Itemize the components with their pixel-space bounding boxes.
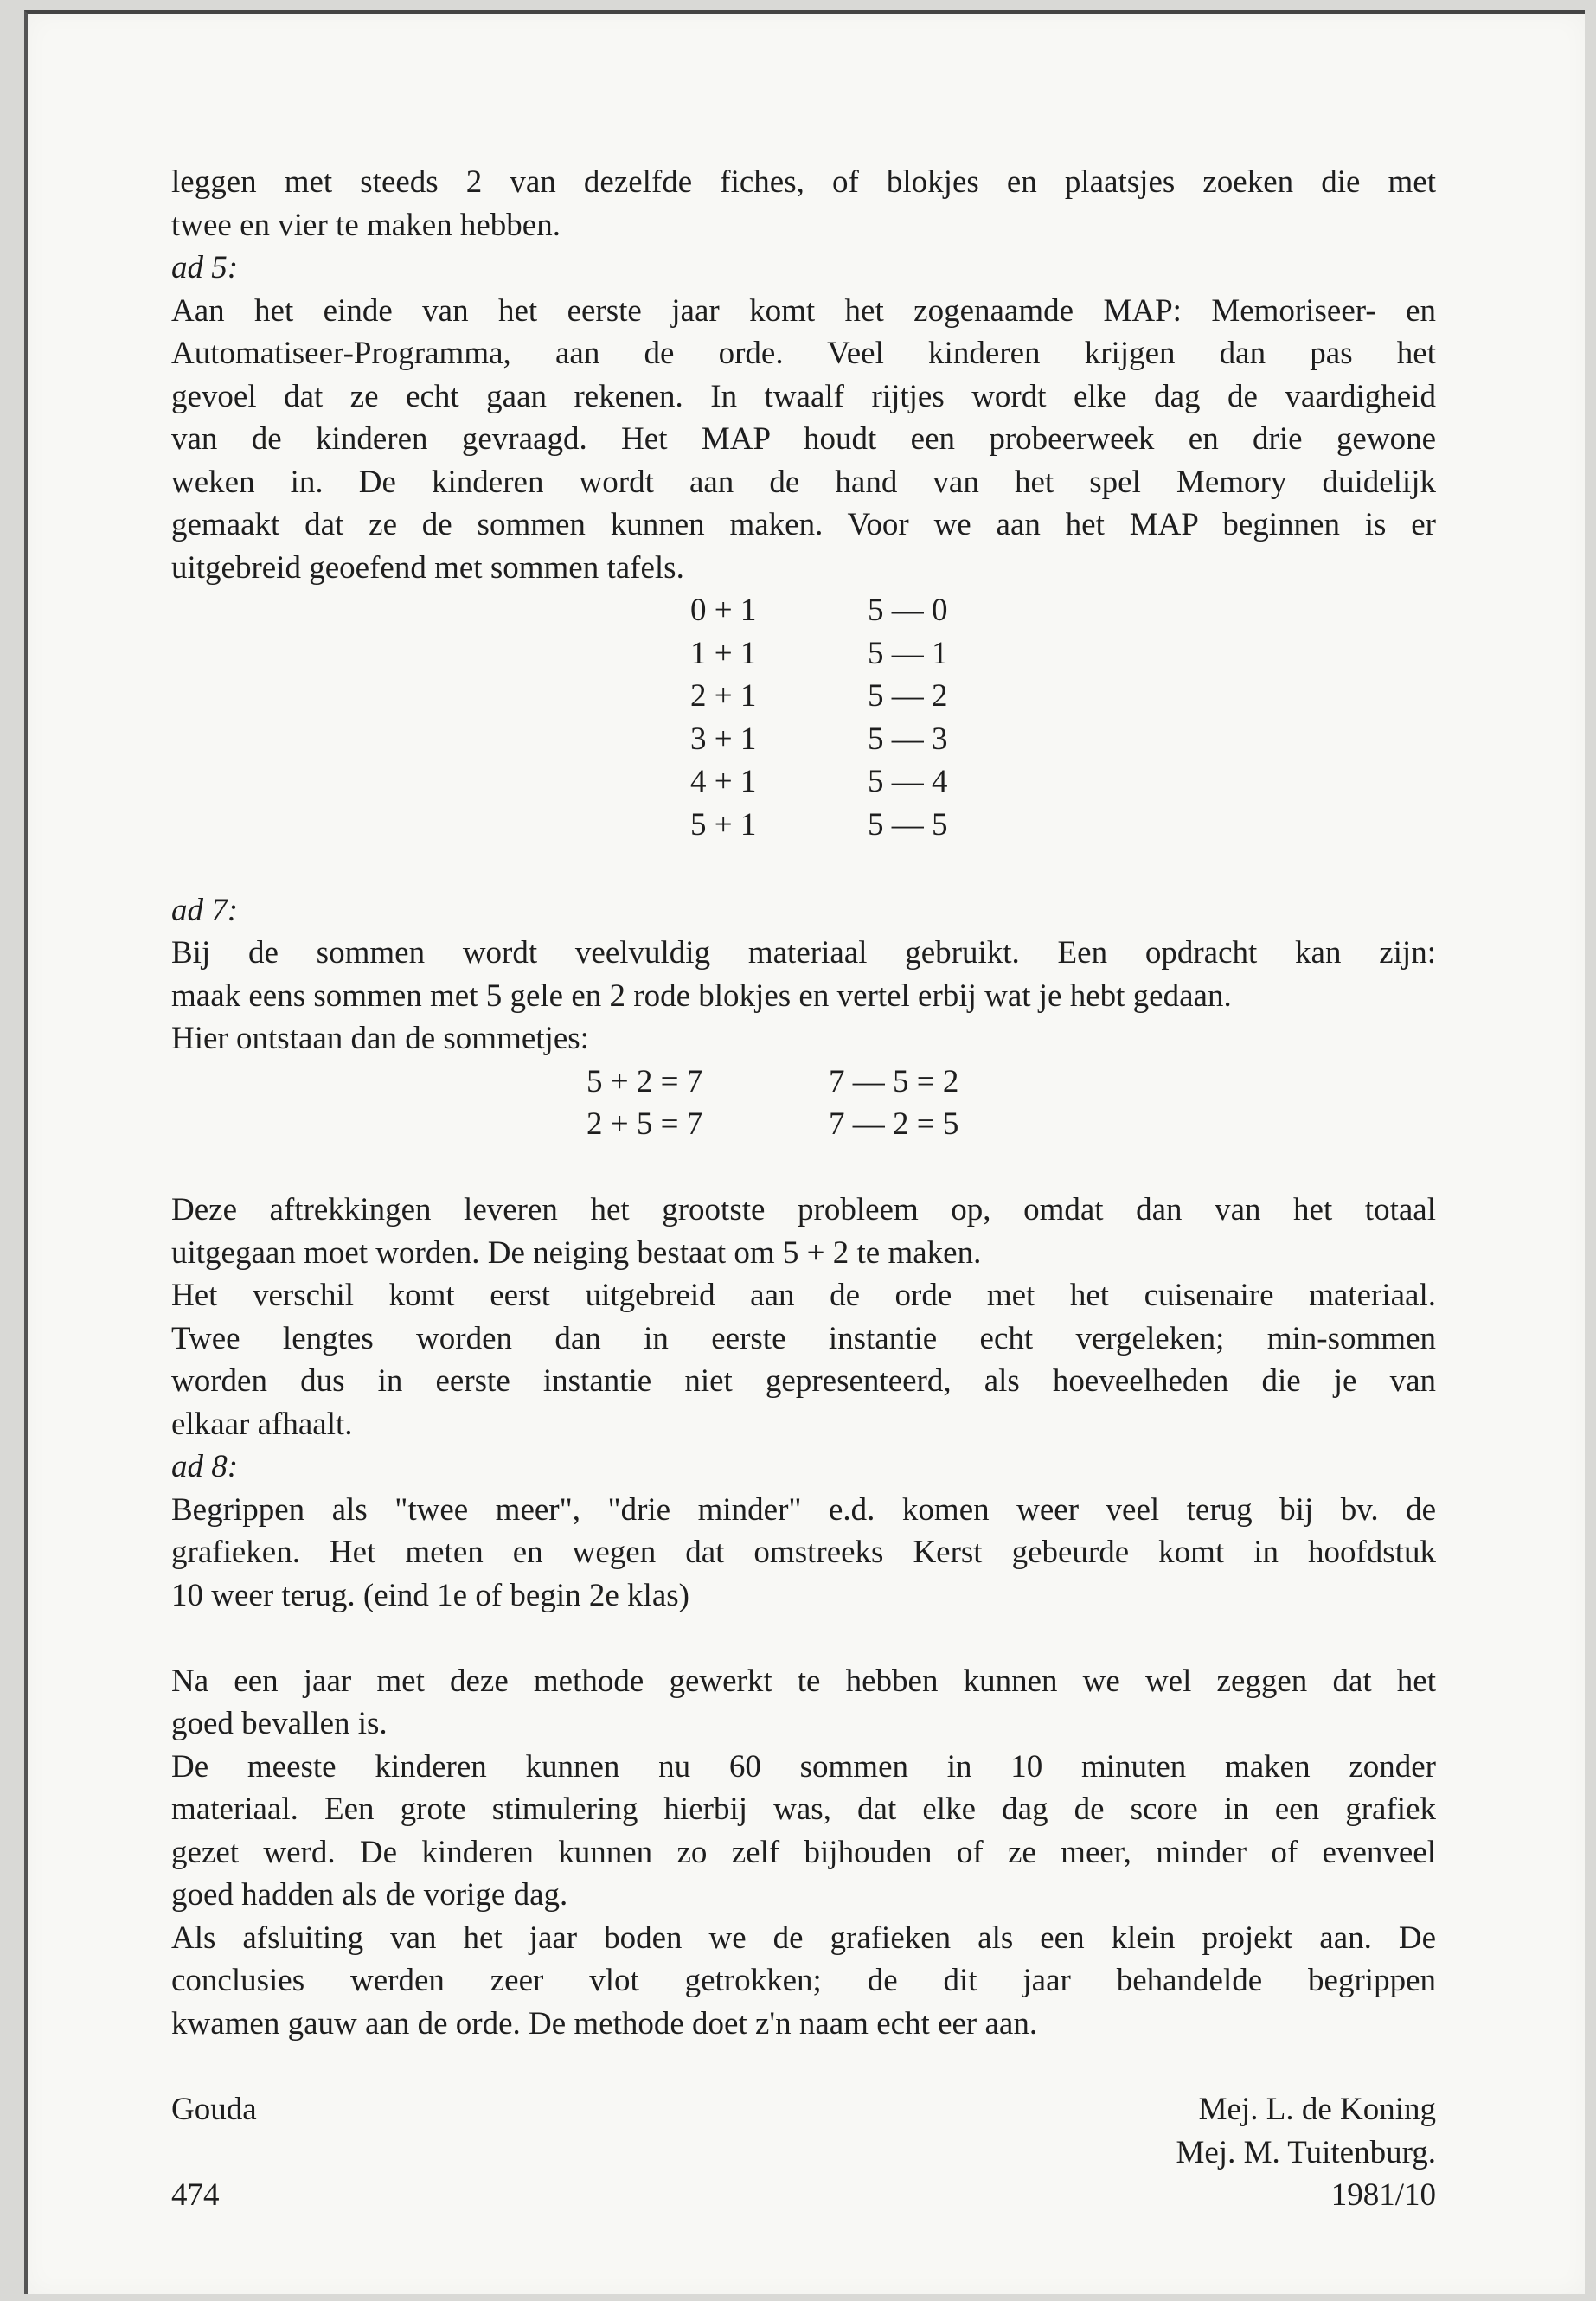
signature-block	[171, 2088, 1436, 2192]
text-line: goed hadden als de vorige dag.	[171, 1877, 568, 1913]
spacer	[171, 1146, 1436, 1189]
sums-table-2	[586, 1061, 1436, 1146]
text-line: gevoel dat ze echt gaan rekenen. In twaalf rijtjes wordt elke dag de vaardigheid	[171, 378, 1436, 414]
ad7-label: ad 7:	[171, 892, 239, 928]
sums-table-1-left	[690, 589, 868, 846]
paragraph-intro	[171, 161, 1436, 247]
text-line: van de kinderen gevraagd. Het MAP houdt een probeerweek en drie gewone	[171, 421, 1436, 457]
signature-names	[1176, 2088, 1436, 2174]
text-line: Begrippen als "twee meer", "drie minder" e.d. komen weer veel terug bij bv. de	[171, 1491, 1436, 1528]
signature-city: Gouda	[171, 2092, 257, 2127]
text-line: Bij de sommen wordt veelvuldig materiaal gebruikt. Een opdracht kan zijn:	[171, 935, 1436, 971]
text-line: gemaakt dat ze de sommen kunnen maken. Voor we aan het MAP beginnen is er	[171, 507, 1436, 542]
text-line: uitgebreid geoefend met sommen tafels.	[171, 549, 684, 586]
text-line: twee en vier te maken hebben.	[171, 207, 561, 243]
sum-cell: 5 — 2	[868, 678, 948, 714]
text-line: gezet werd. De kinderen kunnen zo zelf bijhouden of ze meer, minder of evenveel	[171, 1834, 1436, 1870]
ad8-label: ad 8:	[171, 1449, 239, 1484]
text-line: Het verschil komt eerst uitgebreid aan de orde met het cuisenaire materiaal.	[171, 1278, 1436, 1313]
text-line: goed bevallen is.	[171, 1706, 388, 1741]
sums-table-1-right	[868, 589, 948, 846]
text-line: elkaar afhaalt.	[171, 1406, 353, 1442]
sum-cell: 2 + 1	[690, 678, 757, 714]
sum-cell: 2 + 5 = 7	[586, 1106, 703, 1142]
text-line: Automatiseer-Programma, aan de orde. Veel kinderen krijgen dan pas het	[171, 336, 1436, 371]
sum-cell: 5 + 2 = 7	[586, 1063, 703, 1099]
sum-cell: 5 — 4	[868, 764, 948, 799]
issue-number: 1981/10	[1330, 2177, 1436, 2213]
paragraph-ad7-end: Hier ontstaan dan de sommetjes:	[171, 1021, 589, 1056]
sum-cell: 7 — 5 = 2	[829, 1063, 959, 1099]
sum-cell: 0 + 1	[690, 593, 757, 628]
paragraph-meeste	[171, 1746, 1436, 1917]
document-page	[24, 10, 1585, 2294]
sums-table-2-right	[829, 1061, 958, 1146]
text-line: Na een jaar met deze methode gewerkt te hebben kunnen we wel zeggen dat het	[171, 1663, 1436, 1699]
article-body	[171, 161, 1436, 2192]
spacer	[171, 1617, 1436, 1660]
sums-table-2-left	[586, 1061, 829, 1146]
text-line: Twee lengtes worden dan in eerste instantie echt vergeleken; min-sommen	[171, 1320, 1436, 1356]
sum-cell: 4 + 1	[690, 764, 757, 799]
text-line: De meeste kinderen kunnen nu 60 sommen in 10 minuten maken zonder	[171, 1748, 1436, 1785]
text-line: kwamen gauw aan de orde. De methode doet z'n naam echt eer aan.	[171, 2005, 1038, 2041]
paragraph-ad8	[171, 1489, 1436, 1618]
paragraph-ad5	[171, 290, 1436, 590]
text-line: worden dus in eerste instantie niet gepresenteerd, als hoeveelheden die je van	[171, 1363, 1436, 1399]
text-line: 10 weer terug. (eind 1e of begin 2e klas)	[171, 1577, 689, 1613]
sum-cell: 1 + 1	[690, 635, 757, 671]
paragraph-subtract	[171, 1189, 1436, 1274]
page-number: 474	[171, 2177, 220, 2213]
text-line: Als afsluiting van het jaar boden we de grafieken als een klein projekt aan. De	[171, 1920, 1436, 1956]
sums-table-1	[690, 589, 1436, 846]
author-name: Mej. L. de Koning	[1198, 2092, 1436, 2127]
paragraph-jaar	[171, 1660, 1436, 1746]
spacer	[171, 2045, 1436, 2080]
text-line: Deze aftrekkingen leveren het grootste probleem op, omdat dan van het totaal	[171, 1192, 1436, 1227]
author-name: Mej. M. Tuitenburg.	[1176, 2134, 1436, 2170]
sum-cell: 5 — 0	[868, 593, 948, 628]
sum-cell: 7 — 2 = 5	[829, 1106, 959, 1142]
paragraph-ad7	[171, 932, 1436, 1017]
paragraph-verschil	[171, 1274, 1436, 1445]
text-line: weken in. De kinderen wordt aan de hand van het spel Memory duidelijk	[171, 464, 1436, 500]
text-line: Aan het einde van het eerste jaar komt het zogenaamde MAP: Memoriseer- en	[171, 292, 1436, 329]
text-line: materiaal. Een grote stimulering hierbij was, dat elke dag de score in een grafiek	[171, 1791, 1436, 1827]
paragraph-afsluiting	[171, 1917, 1436, 2046]
sum-cell: 3 + 1	[690, 721, 757, 757]
sum-cell: 5 — 5	[868, 806, 948, 843]
spacer	[171, 846, 1436, 889]
text-line: grafieken. Het meten en wegen dat omstreeks Kerst gebeurde komt in hoofdstuk	[171, 1535, 1436, 1570]
text-line: conclusies werden zeer vlot getrokken; de dit jaar behandelde begrippen	[171, 1963, 1436, 1998]
text-line: maak eens sommen met 5 gele en 2 rode blokjes en vertel erbij wat je hebt gedaan.	[171, 977, 1232, 1014]
sum-cell: 5 + 1	[690, 806, 757, 843]
ad5-label: ad 5:	[171, 250, 239, 285]
text-line: leggen met steeds 2 van dezelfde fiches, of blokjes en plaatsjes zoeken die met	[171, 164, 1436, 200]
sum-cell: 5 — 3	[868, 721, 948, 757]
sum-cell: 5 — 1	[868, 635, 948, 671]
text-line: uitgegaan moet worden. De neiging bestaat om 5 + 2 te maken.	[171, 1234, 982, 1271]
